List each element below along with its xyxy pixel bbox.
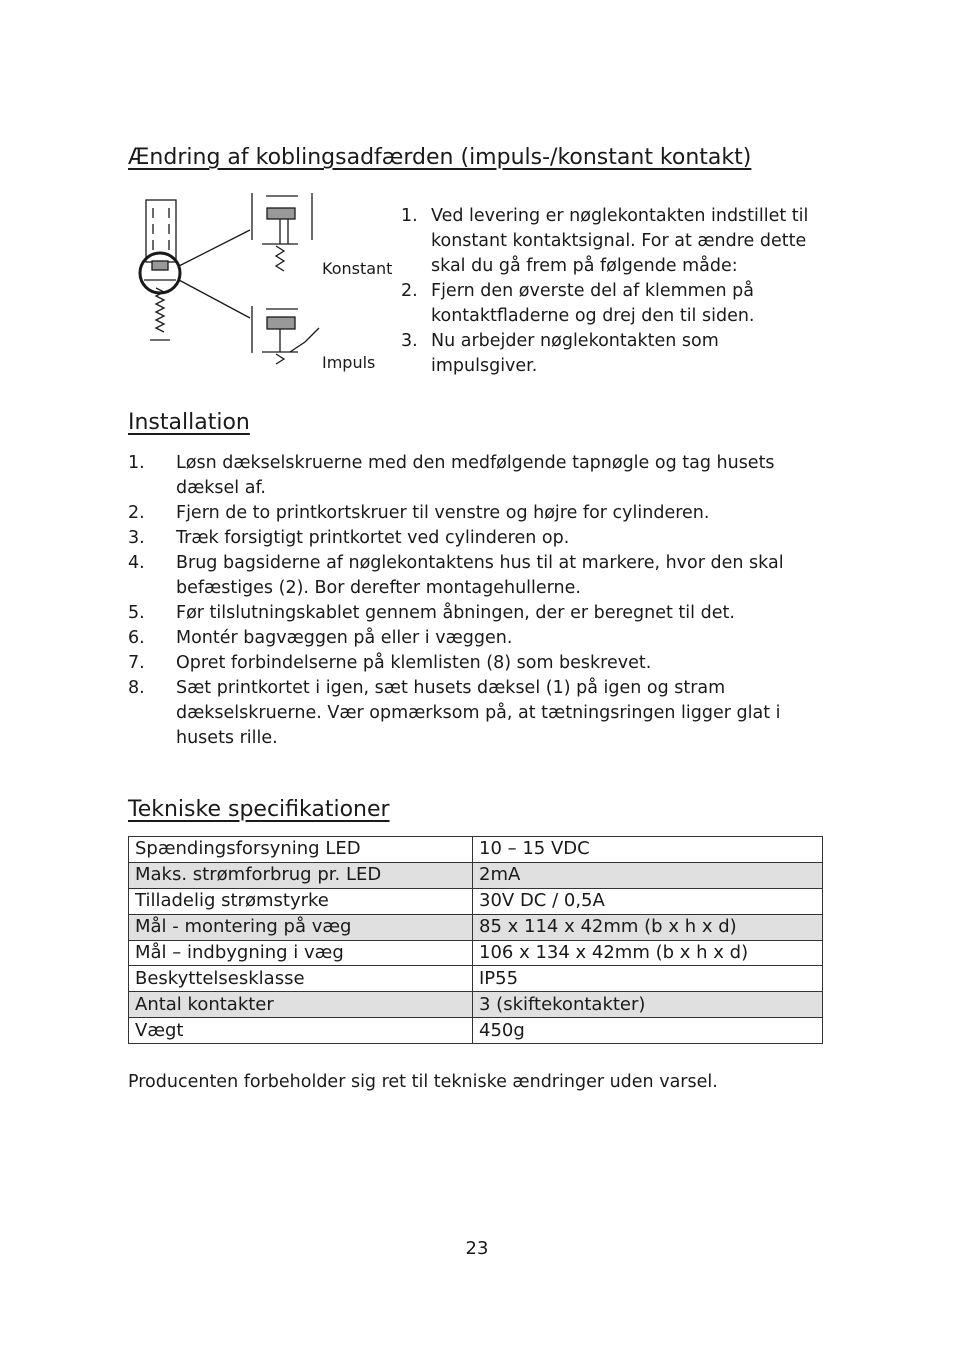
page-number: 23 bbox=[465, 1238, 489, 1259]
list-item bbox=[401, 329, 811, 379]
spec-value: 30V DC / 0,5A bbox=[473, 888, 823, 914]
list-item bbox=[128, 601, 833, 626]
list-item bbox=[128, 651, 833, 676]
table-row bbox=[129, 940, 823, 966]
spec-value: 450g bbox=[473, 1018, 823, 1044]
spec-key: Vægt bbox=[129, 1018, 473, 1044]
section-title-switching: Ændring af koblingsadfærden (impuls-/konstant kontakt) bbox=[128, 145, 752, 170]
installation-steps bbox=[128, 451, 833, 751]
list-text: Løsn dækselskruerne med den medfølgende tapnøgle og tag husets dæksel af. bbox=[176, 453, 775, 498]
list-number: 4. bbox=[128, 553, 145, 573]
spec-table bbox=[128, 836, 823, 1044]
spec-key: Mål - montering på væg bbox=[129, 914, 473, 940]
list-number: 6. bbox=[128, 628, 145, 648]
spec-value: 85 x 114 x 42mm (b x h x d) bbox=[473, 914, 823, 940]
spec-value: IP55 bbox=[473, 966, 823, 992]
list-text: Fjern den øverste del af klemmen på kontaktfladerne og drej den til siden. bbox=[431, 281, 755, 326]
list-item bbox=[128, 526, 833, 551]
list-text: Montér bagvæggen på eller i væggen. bbox=[176, 628, 513, 648]
list-item bbox=[128, 626, 833, 651]
spec-key: Spændingsforsyning LED bbox=[129, 837, 473, 863]
list-number: 5. bbox=[128, 603, 145, 623]
spec-value: 2mA bbox=[473, 862, 823, 888]
table-row bbox=[129, 914, 823, 940]
list-number: 8. bbox=[128, 678, 145, 698]
list-number: 3. bbox=[401, 331, 418, 351]
list-number: 1. bbox=[401, 206, 418, 226]
spec-key: Mål – indbygning i væg bbox=[129, 940, 473, 966]
table-row bbox=[129, 888, 823, 914]
list-number: 2. bbox=[128, 503, 145, 523]
spec-key: Tilladelig strømstyrke bbox=[129, 888, 473, 914]
list-text: Før tilslutningskablet gennem åbningen, der er beregnet til det. bbox=[176, 603, 735, 623]
spec-value: 3 (skiftekontakter) bbox=[473, 992, 823, 1018]
table-row bbox=[129, 837, 823, 863]
spec-value: 106 x 134 x 42mm (b x h x d) bbox=[473, 940, 823, 966]
list-text: Opret forbindelserne på klemlisten (8) som beskrevet. bbox=[176, 653, 652, 673]
table-row bbox=[129, 966, 823, 992]
table-row bbox=[129, 862, 823, 888]
list-item bbox=[128, 676, 833, 751]
list-number: 2. bbox=[401, 281, 418, 301]
list-text: Sæt printkortet i igen, sæt husets dæksel (1) på igen og stram dækselskruerne. Vær opmærksom på, at tætningsringen ligger glat i husets rille. bbox=[176, 678, 781, 748]
disclaimer-text: Producenten forbeholder sig ret til tekniske ændringer uden varsel. bbox=[128, 1072, 718, 1092]
section-title-installation: Installation bbox=[128, 410, 250, 435]
spec-key: Antal kontakter bbox=[129, 992, 473, 1018]
spec-key: Maks. strømforbrug pr. LED bbox=[129, 862, 473, 888]
list-text: Ved levering er nøglekontakten indstillet til konstant kontaktsignal. For at ændre dette skal du gå frem på følgende måde: bbox=[431, 206, 809, 276]
spec-key: Beskyttelsesklasse bbox=[129, 966, 473, 992]
switch-diagram bbox=[130, 188, 330, 373]
list-number: 7. bbox=[128, 653, 145, 673]
switching-steps bbox=[401, 204, 811, 379]
list-item bbox=[128, 501, 833, 526]
list-item bbox=[401, 279, 811, 329]
section-title-specs: Tekniske specifikationer bbox=[128, 797, 390, 822]
list-text: Brug bagsiderne af nøglekontaktens hus til at markere, hvor den skal befæstiges (2). Bor derefter montagehullerne. bbox=[176, 553, 784, 598]
label-konstant: Konstant bbox=[322, 259, 393, 278]
list-text: Fjern de to printkortskruer til venstre og højre for cylinderen. bbox=[176, 503, 710, 523]
label-impuls: Impuls bbox=[322, 353, 376, 372]
list-text: Nu arbejder nøglekontakten som impulsgiver. bbox=[431, 331, 719, 376]
table-row bbox=[129, 1018, 823, 1044]
spec-value: 10 – 15 VDC bbox=[473, 837, 823, 863]
list-item bbox=[128, 451, 833, 501]
list-number: 1. bbox=[128, 453, 145, 473]
list-item bbox=[401, 204, 811, 279]
table-row bbox=[129, 992, 823, 1018]
list-text: Træk forsigtigt printkortet ved cylinderen op. bbox=[176, 528, 570, 548]
list-item bbox=[128, 551, 833, 601]
list-number: 3. bbox=[128, 528, 145, 548]
